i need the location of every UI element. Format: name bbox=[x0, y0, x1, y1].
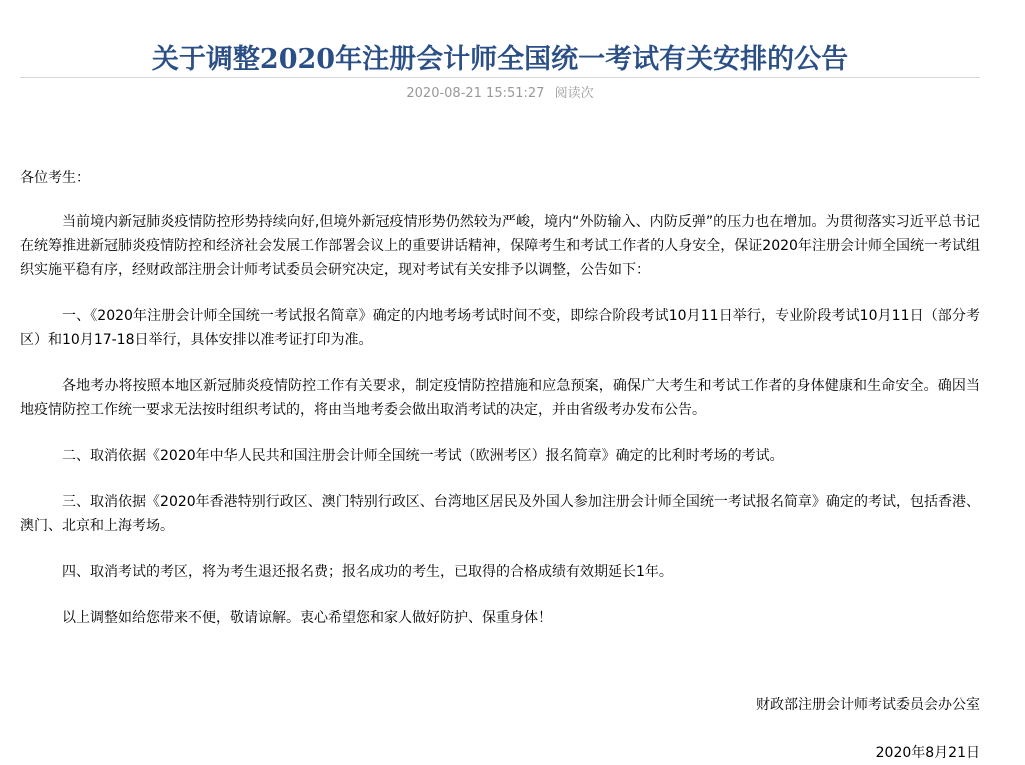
body-paragraph: 以上调整如给您带来不便，敬请谅解。衷心希望您和家人做好防护、保重身体！ bbox=[62, 610, 552, 626]
body-paragraph: 当前境内新冠肺炎疫情防控形势持续向好,但境外新冠疫情形势仍然较为严峻，境内“外防输入、内防反弹”的压力也在增加。为贯彻落实习近平总书记在统筹推进新冠肺炎疫情防控和经济社会发展工作部署会议上的重要讲话精神，保障考生和考试工作者的人身安全，保证2020年注册会计师全国统一考试组织实施平稳有序，经财政部注册会计师考试委员会研究决定，现对考试有关安排予以调整，公告如下： bbox=[20, 214, 980, 278]
article-title: 关于调整2020年注册会计师全国统一考试有关安排的公告 bbox=[151, 44, 849, 75]
body-paragraph: 四、取消考试的考区，将为考生退还报名费；报名成功的考生，已取得的合格成绩有效期延长1年。 bbox=[62, 564, 673, 580]
body-paragraph: 各地考办将按照本地区新冠肺炎疫情防控工作有关要求，制定疫情防控措施和应急预案，确保广大考生和考试工作者的身体健康和生命安全。确因当地疫情防控工作统一要求无法按时组织考试的，将由当地考委会做出取消考试的决定，并由省级考办发布公告。 bbox=[20, 378, 980, 418]
signature: 财政部注册会计师考试委员会办公室 bbox=[756, 697, 980, 713]
read-count-label: 阅读次 bbox=[554, 86, 594, 101]
body-paragraph: 三、取消依据《2020年香港特别行政区、澳门特别行政区、台湾地区居民及外国人参加注册会计师全国统一考试报名简章》确定的考试，包括香港、澳门、北京和上海考场。 bbox=[20, 494, 980, 534]
salutation: 各位考生： bbox=[20, 170, 90, 186]
title-divider bbox=[20, 77, 980, 78]
publish-timestamp: 2020-08-21 15:51:27 bbox=[406, 86, 545, 101]
article-meta bbox=[20, 84, 980, 104]
article-body bbox=[20, 166, 980, 652]
signature-date: 2020年8月21日 bbox=[875, 745, 980, 761]
body-paragraph: 二、取消依据《2020年中华人民共和国注册会计师全国统一考试（欧洲考区）报名简章》确定的比利时考场的考试。 bbox=[62, 448, 784, 464]
body-paragraph: 一、《2020年注册会计师全国统一考试报名简章》确定的内地考场考试时间不变，即综合阶段考试10月11日举行，专业阶段考试10月11日（部分考区）和10月17-18日举行，具体安排以准考证打印为准。 bbox=[20, 308, 980, 348]
